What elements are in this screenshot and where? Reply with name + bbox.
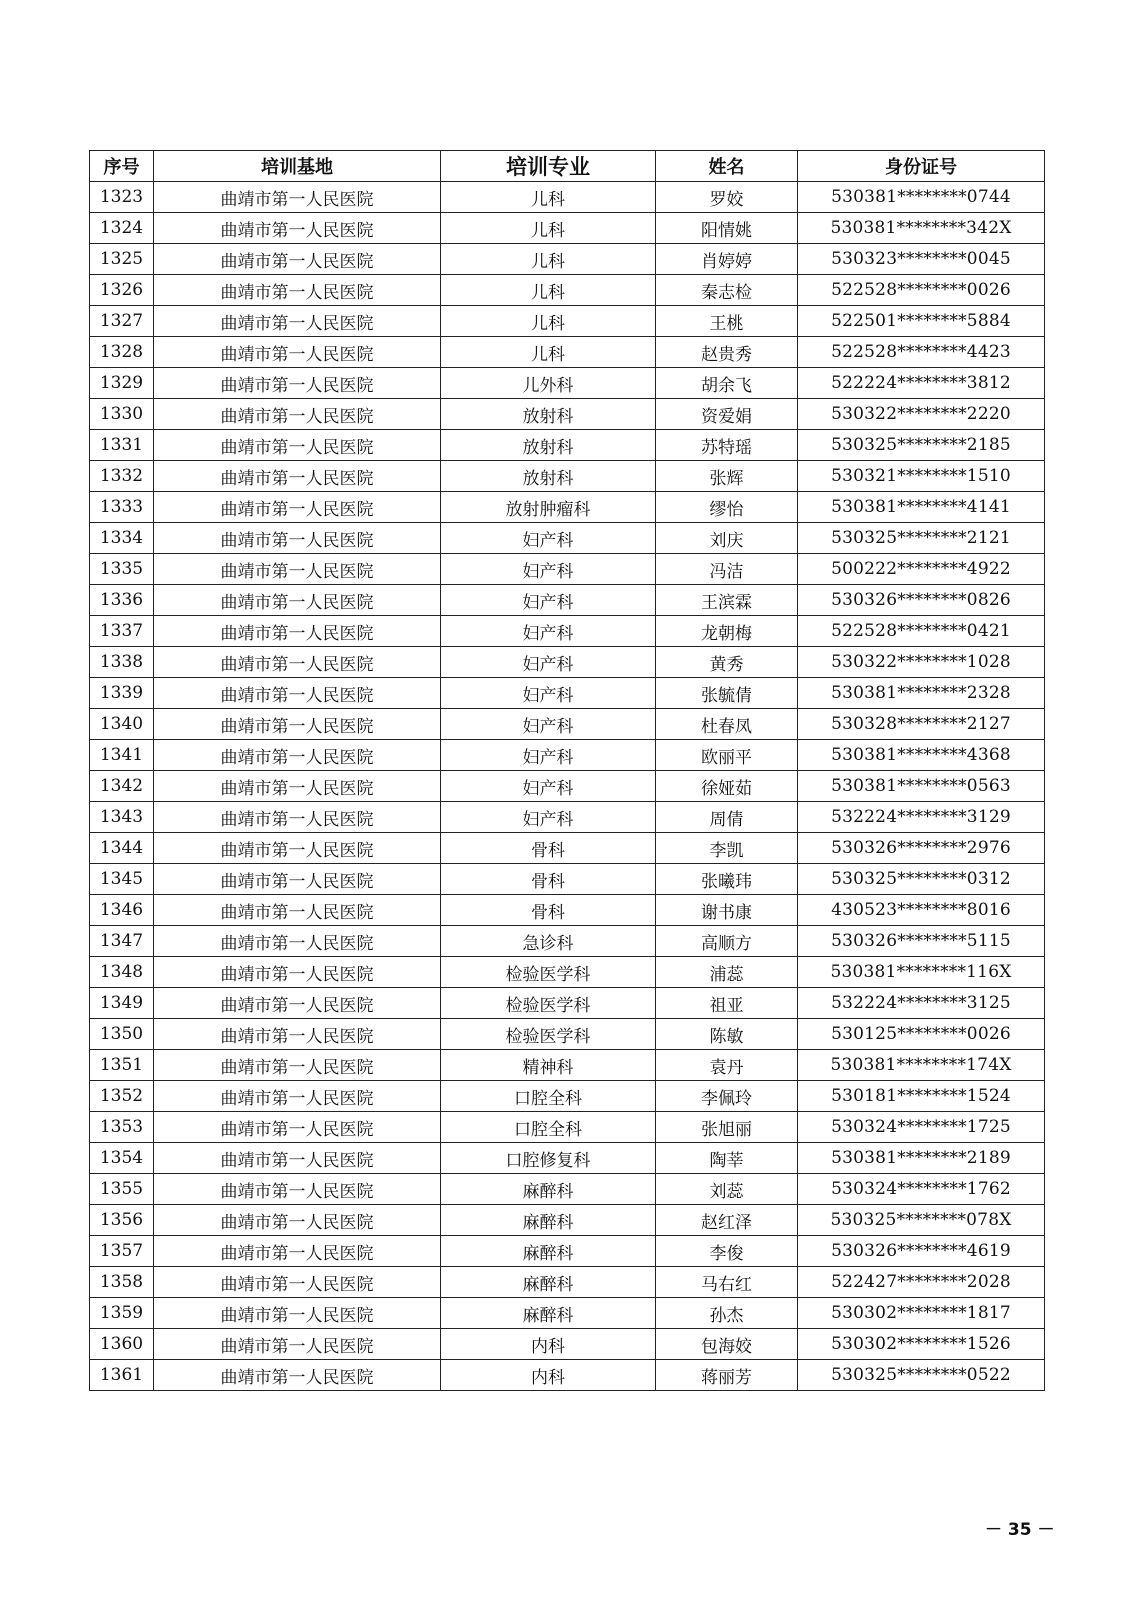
cell-id-number: 530326********5115 <box>798 926 1045 957</box>
table-row <box>90 1112 1045 1143</box>
cell-training-base: 曲靖市第一人民医院 <box>154 1019 441 1050</box>
cell-serial-number: 1337 <box>90 616 154 647</box>
cell-id-number: 530328********2127 <box>798 709 1045 740</box>
cell-training-base: 曲靖市第一人民医院 <box>154 1205 441 1236</box>
cell-training-base: 曲靖市第一人民医院 <box>154 1267 441 1298</box>
cell-serial-number: 1356 <box>90 1205 154 1236</box>
cell-serial-number: 1336 <box>90 585 154 616</box>
cell-training-major: 检验医学科 <box>441 1019 656 1050</box>
cell-serial-number: 1333 <box>90 492 154 523</box>
cell-serial-number: 1327 <box>90 306 154 337</box>
cell-training-major: 骨科 <box>441 864 656 895</box>
cell-id-number: 530324********1762 <box>798 1174 1045 1205</box>
cell-training-major: 妇产科 <box>441 616 656 647</box>
cell-training-major: 妇产科 <box>441 585 656 616</box>
cell-name: 赵贵秀 <box>656 337 798 368</box>
header-id-number: 身份证号 <box>798 151 1045 182</box>
cell-id-number: 530322********2220 <box>798 399 1045 430</box>
cell-id-number: 500222********4922 <box>798 554 1045 585</box>
cell-name: 马右红 <box>656 1267 798 1298</box>
cell-id-number: 530326********0826 <box>798 585 1045 616</box>
cell-training-major: 儿科 <box>441 337 656 368</box>
cell-id-number: 530321********1510 <box>798 461 1045 492</box>
cell-id-number: 530381********174X <box>798 1050 1045 1081</box>
cell-serial-number: 1344 <box>90 833 154 864</box>
cell-serial-number: 1332 <box>90 461 154 492</box>
cell-training-base: 曲靖市第一人民医院 <box>154 1050 441 1081</box>
table-row <box>90 337 1045 368</box>
cell-serial-number: 1323 <box>90 182 154 213</box>
cell-name: 欧丽平 <box>656 740 798 771</box>
cell-name: 黄秀 <box>656 647 798 678</box>
cell-name: 包海姣 <box>656 1329 798 1360</box>
table-row <box>90 1267 1045 1298</box>
table-row <box>90 1050 1045 1081</box>
cell-training-base: 曲靖市第一人民医院 <box>154 864 441 895</box>
table-row <box>90 275 1045 306</box>
table-row <box>90 1081 1045 1112</box>
cell-training-major: 口腔全科 <box>441 1081 656 1112</box>
table-row <box>90 306 1045 337</box>
cell-name: 刘庆 <box>656 523 798 554</box>
page-number: － 35 － <box>985 1520 1055 1540</box>
cell-name: 刘蕊 <box>656 1174 798 1205</box>
cell-training-base: 曲靖市第一人民医院 <box>154 647 441 678</box>
cell-id-number: 530325********2121 <box>798 523 1045 554</box>
cell-training-major: 儿科 <box>441 275 656 306</box>
cell-name: 冯洁 <box>656 554 798 585</box>
cell-training-base: 曲靖市第一人民医院 <box>154 1236 441 1267</box>
cell-serial-number: 1355 <box>90 1174 154 1205</box>
cell-serial-number: 1357 <box>90 1236 154 1267</box>
cell-serial-number: 1346 <box>90 895 154 926</box>
cell-id-number: 530125********0026 <box>798 1019 1045 1050</box>
table-row <box>90 461 1045 492</box>
cell-training-major: 放射肿瘤科 <box>441 492 656 523</box>
cell-name: 陶莘 <box>656 1143 798 1174</box>
cell-name: 苏特瑶 <box>656 430 798 461</box>
cell-serial-number: 1360 <box>90 1329 154 1360</box>
cell-training-major: 儿科 <box>441 244 656 275</box>
cell-name: 浦蕊 <box>656 957 798 988</box>
cell-training-base: 曲靖市第一人民医院 <box>154 430 441 461</box>
cell-training-base: 曲靖市第一人民医院 <box>154 1112 441 1143</box>
table-row <box>90 709 1045 740</box>
cell-training-base: 曲靖市第一人民医院 <box>154 182 441 213</box>
cell-id-number: 530325********2185 <box>798 430 1045 461</box>
table-row <box>90 1298 1045 1329</box>
cell-training-major: 儿科 <box>441 213 656 244</box>
cell-name: 杜春凤 <box>656 709 798 740</box>
cell-id-number: 530181********1524 <box>798 1081 1045 1112</box>
cell-id-number: 532224********3129 <box>798 802 1045 833</box>
table-row <box>90 957 1045 988</box>
cell-training-base: 曲靖市第一人民医院 <box>154 895 441 926</box>
cell-training-major: 麻醉科 <box>441 1205 656 1236</box>
table-row <box>90 585 1045 616</box>
table-row <box>90 1174 1045 1205</box>
cell-serial-number: 1335 <box>90 554 154 585</box>
cell-id-number: 530381********342X <box>798 213 1045 244</box>
table-row <box>90 678 1045 709</box>
cell-training-base: 曲靖市第一人民医院 <box>154 368 441 399</box>
cell-id-number: 522528********0026 <box>798 275 1045 306</box>
cell-serial-number: 1338 <box>90 647 154 678</box>
cell-training-major: 麻醉科 <box>441 1236 656 1267</box>
table-row <box>90 647 1045 678</box>
table-row <box>90 864 1045 895</box>
cell-serial-number: 1353 <box>90 1112 154 1143</box>
cell-id-number: 522528********0421 <box>798 616 1045 647</box>
cell-training-base: 曲靖市第一人民医院 <box>154 1360 441 1391</box>
cell-training-major: 内科 <box>441 1329 656 1360</box>
cell-id-number: 530326********2976 <box>798 833 1045 864</box>
table-row <box>90 182 1045 213</box>
cell-training-base: 曲靖市第一人民医院 <box>154 585 441 616</box>
cell-training-major: 儿外科 <box>441 368 656 399</box>
cell-id-number: 530302********1526 <box>798 1329 1045 1360</box>
cell-serial-number: 1325 <box>90 244 154 275</box>
cell-training-major: 麻醉科 <box>441 1174 656 1205</box>
table-row <box>90 833 1045 864</box>
cell-name: 祖亚 <box>656 988 798 1019</box>
cell-name: 王滨霖 <box>656 585 798 616</box>
cell-serial-number: 1328 <box>90 337 154 368</box>
cell-training-base: 曲靖市第一人民医院 <box>154 554 441 585</box>
cell-training-major: 麻醉科 <box>441 1267 656 1298</box>
cell-training-major: 妇产科 <box>441 647 656 678</box>
cell-id-number: 530381********2328 <box>798 678 1045 709</box>
cell-serial-number: 1324 <box>90 213 154 244</box>
cell-training-base: 曲靖市第一人民医院 <box>154 926 441 957</box>
cell-name: 李凯 <box>656 833 798 864</box>
cell-training-major: 内科 <box>441 1360 656 1391</box>
cell-id-number: 530325********078X <box>798 1205 1045 1236</box>
cell-training-major: 儿科 <box>441 306 656 337</box>
cell-id-number: 530381********4368 <box>798 740 1045 771</box>
cell-name: 肖婷婷 <box>656 244 798 275</box>
table-row <box>90 926 1045 957</box>
cell-id-number: 522501********5884 <box>798 306 1045 337</box>
cell-id-number: 522224********3812 <box>798 368 1045 399</box>
cell-training-major: 妇产科 <box>441 802 656 833</box>
cell-training-base: 曲靖市第一人民医院 <box>154 1329 441 1360</box>
cell-id-number: 530381********2189 <box>798 1143 1045 1174</box>
cell-serial-number: 1348 <box>90 957 154 988</box>
cell-serial-number: 1342 <box>90 771 154 802</box>
table-row <box>90 1236 1045 1267</box>
cell-training-base: 曲靖市第一人民医院 <box>154 1298 441 1329</box>
cell-name: 秦志检 <box>656 275 798 306</box>
table-row <box>90 1205 1045 1236</box>
cell-id-number: 530381********0744 <box>798 182 1045 213</box>
cell-serial-number: 1343 <box>90 802 154 833</box>
cell-id-number: 530322********1028 <box>798 647 1045 678</box>
table-row <box>90 771 1045 802</box>
cell-training-base: 曲靖市第一人民医院 <box>154 492 441 523</box>
cell-serial-number: 1352 <box>90 1081 154 1112</box>
cell-training-major: 放射科 <box>441 461 656 492</box>
cell-training-base: 曲靖市第一人民医院 <box>154 988 441 1019</box>
table-row <box>90 523 1045 554</box>
cell-training-base: 曲靖市第一人民医院 <box>154 523 441 554</box>
cell-name: 资爱娟 <box>656 399 798 430</box>
table-row <box>90 1019 1045 1050</box>
table-row <box>90 368 1045 399</box>
cell-training-major: 妇产科 <box>441 740 656 771</box>
cell-training-base: 曲靖市第一人民医院 <box>154 709 441 740</box>
cell-serial-number: 1359 <box>90 1298 154 1329</box>
cell-training-base: 曲靖市第一人民医院 <box>154 802 441 833</box>
cell-name: 蒋丽芳 <box>656 1360 798 1391</box>
cell-training-base: 曲靖市第一人民医院 <box>154 771 441 802</box>
cell-training-major: 口腔修复科 <box>441 1143 656 1174</box>
cell-training-base: 曲靖市第一人民医院 <box>154 275 441 306</box>
table-row <box>90 802 1045 833</box>
cell-name: 罗姣 <box>656 182 798 213</box>
cell-name: 孙杰 <box>656 1298 798 1329</box>
table-row <box>90 492 1045 523</box>
cell-training-base: 曲靖市第一人民医院 <box>154 244 441 275</box>
cell-training-major: 儿科 <box>441 182 656 213</box>
cell-name: 陈敏 <box>656 1019 798 1050</box>
cell-name: 阳情姚 <box>656 213 798 244</box>
cell-serial-number: 1354 <box>90 1143 154 1174</box>
table-row <box>90 895 1045 926</box>
header-training-major: 培训专业 <box>441 151 656 182</box>
cell-id-number: 530381********0563 <box>798 771 1045 802</box>
cell-training-base: 曲靖市第一人民医院 <box>154 337 441 368</box>
cell-id-number: 530325********0522 <box>798 1360 1045 1391</box>
cell-serial-number: 1345 <box>90 864 154 895</box>
cell-training-major: 妇产科 <box>441 678 656 709</box>
cell-training-base: 曲靖市第一人民医院 <box>154 213 441 244</box>
cell-id-number: 532224********3125 <box>798 988 1045 1019</box>
cell-serial-number: 1334 <box>90 523 154 554</box>
cell-training-base: 曲靖市第一人民医院 <box>154 1081 441 1112</box>
cell-name: 张旭丽 <box>656 1112 798 1143</box>
cell-id-number: 530302********1817 <box>798 1298 1045 1329</box>
table-row <box>90 1360 1045 1391</box>
table-row <box>90 399 1045 430</box>
cell-training-major: 妇产科 <box>441 709 656 740</box>
cell-serial-number: 1340 <box>90 709 154 740</box>
cell-training-base: 曲靖市第一人民医院 <box>154 957 441 988</box>
table-row <box>90 213 1045 244</box>
cell-name: 王桃 <box>656 306 798 337</box>
cell-serial-number: 1341 <box>90 740 154 771</box>
cell-id-number: 530381********4141 <box>798 492 1045 523</box>
cell-id-number: 530323********0045 <box>798 244 1045 275</box>
cell-id-number: 530325********0312 <box>798 864 1045 895</box>
table-row <box>90 616 1045 647</box>
cell-name: 赵红泽 <box>656 1205 798 1236</box>
cell-serial-number: 1361 <box>90 1360 154 1391</box>
cell-training-major: 急诊科 <box>441 926 656 957</box>
cell-name: 张辉 <box>656 461 798 492</box>
cell-serial-number: 1331 <box>90 430 154 461</box>
cell-name: 周倩 <box>656 802 798 833</box>
cell-training-major: 骨科 <box>441 833 656 864</box>
table-row <box>90 988 1045 1019</box>
cell-name: 张曦玮 <box>656 864 798 895</box>
cell-training-major: 妇产科 <box>441 554 656 585</box>
table-row <box>90 244 1045 275</box>
cell-id-number: 522427********2028 <box>798 1267 1045 1298</box>
header-serial-number: 序号 <box>90 151 154 182</box>
cell-training-base: 曲靖市第一人民医院 <box>154 678 441 709</box>
cell-serial-number: 1358 <box>90 1267 154 1298</box>
cell-serial-number: 1349 <box>90 988 154 1019</box>
cell-name: 胡余飞 <box>656 368 798 399</box>
cell-serial-number: 1330 <box>90 399 154 430</box>
cell-id-number: 530324********1725 <box>798 1112 1045 1143</box>
cell-training-major: 口腔全科 <box>441 1112 656 1143</box>
cell-training-base: 曲靖市第一人民医院 <box>154 1174 441 1205</box>
table-header-row <box>90 151 1045 182</box>
cell-training-major: 妇产科 <box>441 771 656 802</box>
cell-serial-number: 1329 <box>90 368 154 399</box>
cell-training-base: 曲靖市第一人民医院 <box>154 1143 441 1174</box>
cell-training-base: 曲靖市第一人民医院 <box>154 461 441 492</box>
cell-name: 袁丹 <box>656 1050 798 1081</box>
table-row <box>90 1329 1045 1360</box>
cell-serial-number: 1351 <box>90 1050 154 1081</box>
cell-training-major: 骨科 <box>441 895 656 926</box>
cell-name: 缪怡 <box>656 492 798 523</box>
table-row <box>90 554 1045 585</box>
cell-training-major: 精神科 <box>441 1050 656 1081</box>
cell-training-major: 放射科 <box>441 430 656 461</box>
cell-training-base: 曲靖市第一人民医院 <box>154 740 441 771</box>
cell-training-base: 曲靖市第一人民医院 <box>154 616 441 647</box>
cell-name: 李佩玲 <box>656 1081 798 1112</box>
cell-serial-number: 1350 <box>90 1019 154 1050</box>
cell-name: 龙朝梅 <box>656 616 798 647</box>
table-row <box>90 1143 1045 1174</box>
cell-training-base: 曲靖市第一人民医院 <box>154 833 441 864</box>
cell-serial-number: 1326 <box>90 275 154 306</box>
cell-name: 张毓倩 <box>656 678 798 709</box>
cell-serial-number: 1347 <box>90 926 154 957</box>
cell-training-major: 妇产科 <box>441 523 656 554</box>
table-row <box>90 430 1045 461</box>
cell-id-number: 522528********4423 <box>798 337 1045 368</box>
cell-name: 谢书康 <box>656 895 798 926</box>
cell-name: 李俊 <box>656 1236 798 1267</box>
cell-name: 高顺方 <box>656 926 798 957</box>
cell-id-number: 530326********4619 <box>798 1236 1045 1267</box>
cell-training-major: 检验医学科 <box>441 988 656 1019</box>
cell-training-base: 曲靖市第一人民医院 <box>154 306 441 337</box>
header-name: 姓名 <box>656 151 798 182</box>
cell-training-major: 放射科 <box>441 399 656 430</box>
cell-training-base: 曲靖市第一人民医院 <box>154 399 441 430</box>
cell-id-number: 430523********8016 <box>798 895 1045 926</box>
table-body <box>90 182 1045 1391</box>
cell-name: 徐娅茹 <box>656 771 798 802</box>
cell-training-major: 麻醉科 <box>441 1298 656 1329</box>
trainee-roster-table <box>89 150 1045 1391</box>
cell-serial-number: 1339 <box>90 678 154 709</box>
cell-id-number: 530381********116X <box>798 957 1045 988</box>
cell-training-major: 检验医学科 <box>441 957 656 988</box>
table-row <box>90 740 1045 771</box>
header-training-base: 培训基地 <box>154 151 441 182</box>
